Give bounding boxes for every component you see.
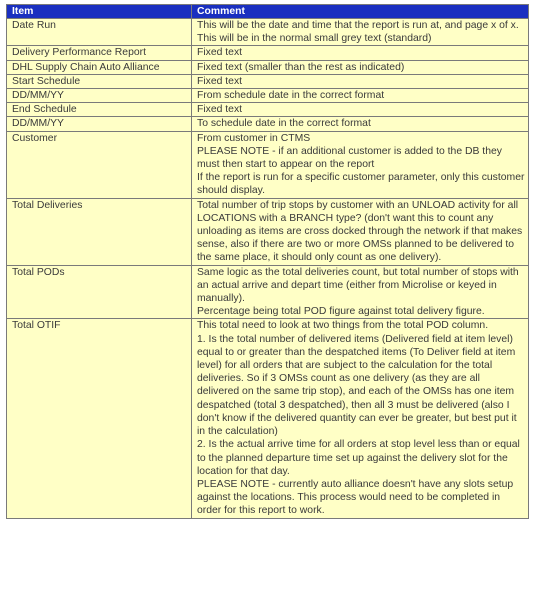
item-cell: Total Deliveries [7, 198, 192, 265]
comment-line: If the report is run for a specific customer parameter, only this customer should display. [197, 172, 525, 197]
comment-line: This will be the date and time that the report is run at, and page x of x. This will be in the normal small grey text (standard) [197, 20, 519, 45]
comment-cell [192, 131, 529, 198]
comment-line: 1. Is the total number of delivered items (Delivered field at item level) equal to or greater than the despatched items (To Deliver field at item level) for all orders that are subject to the calculation for the total deliveries. So if 3 OMSs count as one delivery (as they are all delivered on the same trip stop), and each of the OMSs has one item despatched (total 3 despatched), then all 3 must be delivered (also I don't know if the delivered quantity can ever be greater, but best put it in the calculation) [197, 333, 517, 438]
comment-line: Fixed text [197, 104, 243, 116]
comment-line: Fixed text (smaller than the rest as indicated) [197, 61, 405, 73]
table-row [7, 265, 529, 319]
comment-cell [192, 74, 529, 88]
table-row [7, 60, 529, 74]
comment-line: From customer in CTMS [197, 132, 311, 144]
comment-line: Fixed text [197, 75, 243, 87]
spec-table-container [6, 4, 528, 519]
comment-line: Fixed text [197, 47, 243, 59]
table-row [7, 117, 529, 131]
item-cell: DHL Supply Chain Auto Alliance [7, 60, 192, 74]
item-cell: Start Schedule [7, 74, 192, 88]
comment-cell [192, 117, 529, 131]
comment-cell [192, 319, 529, 518]
comment-cell [192, 60, 529, 74]
spec-table [6, 4, 529, 519]
item-cell: DD/MM/YY [7, 117, 192, 131]
table-row [7, 46, 529, 60]
comment-cell [192, 19, 529, 46]
comment-line: Same logic as the total deliveries count, but total number of stops with an actual arrive and depart time (either from Microlise or keyed in manually). [197, 266, 519, 305]
item-cell: End Schedule [7, 103, 192, 117]
comment-line: From schedule date in the correct format [197, 90, 385, 102]
header-row [7, 5, 529, 19]
header-comment: Comment [192, 5, 529, 19]
comment-line: Total number of trip stops by customer with an UNLOAD activity for all LOCATIONS with a BRANCH type? (don't want this to count any unloading as items are cross docked through the network if that makes sense, also if there are two or more OMSs planned to be delivered to the same place, it should only count as one delivery). [197, 199, 523, 264]
table-row [7, 19, 529, 46]
table-body [7, 19, 529, 519]
table-row [7, 89, 529, 103]
comment-cell [192, 198, 529, 265]
comment-cell [192, 103, 529, 117]
item-cell: Total PODs [7, 265, 192, 319]
item-cell: Customer [7, 131, 192, 198]
table-row [7, 74, 529, 88]
table-row [7, 198, 529, 265]
comment-line: Percentage being total POD figure against total delivery figure. [197, 306, 485, 318]
table-row [7, 319, 529, 518]
comment-line: PLEASE NOTE - if an additional customer is added to the DB they must then start to appear on the report [197, 145, 502, 171]
table-row [7, 131, 529, 198]
comment-cell [192, 46, 529, 60]
item-cell: Delivery Performance Report [7, 46, 192, 60]
table-row [7, 103, 529, 117]
item-cell: Date Run [7, 19, 192, 46]
comment-line: PLEASE NOTE - currently auto alliance doesn't have any slots setup against the locations. This process would need to be completed in order for this report to work. [197, 478, 514, 517]
item-cell: DD/MM/YY [7, 89, 192, 103]
header-item: Item [7, 5, 192, 19]
item-cell: Total OTIF [7, 319, 192, 518]
comment-line: This total need to look at two things from the total POD column. [197, 320, 489, 332]
comment-cell [192, 265, 529, 319]
comment-line: To schedule date in the correct format [197, 118, 371, 130]
comment-cell [192, 89, 529, 103]
comment-line: 2. Is the actual arrive time for all orders at stop level less than or equal to the planned departure time set up against the delivery slot for the location for that day. [197, 439, 520, 477]
